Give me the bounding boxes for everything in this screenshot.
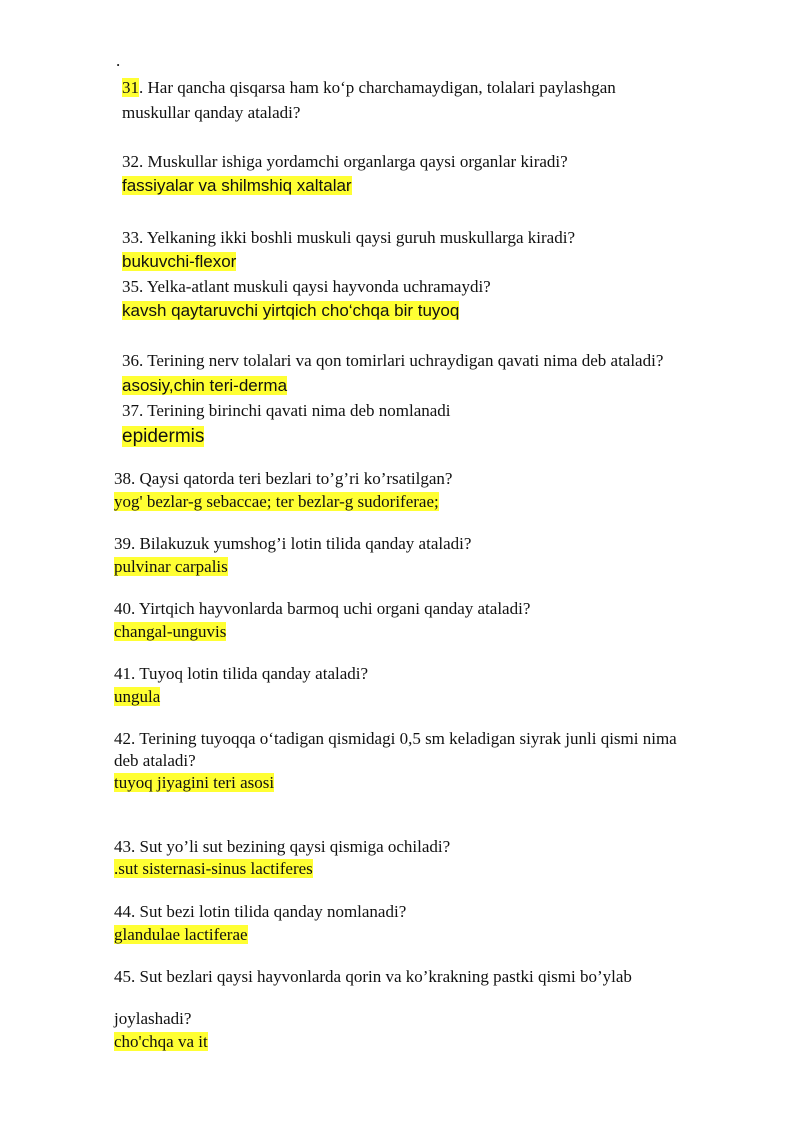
answer-43: .sut sisternasi-sinus lactiferes	[114, 859, 313, 878]
answer-38: yog' bezlar-g sebaccae; ter bezlar-g sudoriferae;	[114, 492, 439, 511]
question-33: 33. Yelkaning ikki boshli muskuli qaysi guruh muskullarga kiradi?	[122, 228, 575, 247]
question-31-text: . Har qancha qisqarsa ham ko‘p charchamaydigan, tolalari paylashgan	[139, 78, 616, 97]
question-45-line-1: 45. Sut bezlari qaysi hayvonlarda qorin va ko’krakning pastki qismi bo’ylab	[114, 967, 632, 986]
question-31-line-2: muskullar qanday ataladi?	[122, 103, 301, 122]
question-32: 32. Muskullar ishiga yordamchi organlarga qaysi organlar kiradi?	[122, 152, 568, 171]
answer-35: kavsh qaytaruvchi yirtqich cho‘chqa bir tuyoq	[122, 301, 460, 320]
answer-44: glandulae lactiferae	[114, 925, 248, 944]
answer-33: bukuvchi-flexor	[122, 252, 237, 271]
question-36: 36. Terining nerv tolalari va qon tomirlari uchraydigan qavati nima deb ataladi?	[122, 351, 664, 370]
answer-45: cho'chqa va it	[114, 1032, 208, 1051]
answer-42: tuyoq jiyagini teri asosi	[114, 773, 275, 792]
question-31-number: 31	[122, 78, 139, 97]
question-37: 37. Terining birinchi qavati nima deb nomlanadi	[122, 401, 451, 420]
question-39: 39. Bilakuzuk yumshog’i lotin tilida qanday ataladi?	[114, 534, 472, 553]
question-44: 44. Sut bezi lotin tilida qanday nomlanadi?	[114, 902, 407, 921]
question-41: 41. Tuyoq lotin tilida qanday ataladi?	[114, 664, 369, 683]
question-38: 38. Qaysi qatorda teri bezlari to’g’ri ko’rsatilgan?	[114, 469, 453, 488]
answer-36: asosiy,chin teri-derma	[122, 376, 288, 395]
page-mark: .	[116, 51, 121, 70]
answer-37: epidermis	[122, 426, 205, 447]
answer-32: fassiyalar va shilmshiq xaltalar	[122, 176, 352, 195]
question-31-line-1	[122, 77, 616, 99]
question-40: 40. Yirtqich hayvonlarda barmoq uchi organi qanday ataladi?	[114, 599, 531, 618]
question-42-line-1: 42. Terining tuyoqqa o‘tadigan qismidagi 0,5 sm keladigan siyrak junli qismi nima	[114, 729, 677, 748]
question-35: 35. Yelka-atlant muskuli qaysi hayvonda uchramaydi?	[122, 277, 491, 296]
answer-41: ungula	[114, 687, 161, 706]
answer-40: changal-unguvis	[114, 622, 227, 641]
question-45-line-2: joylashadi?	[114, 1009, 192, 1028]
question-43: 43. Sut yo’li sut bezining qaysi qismiga ochiladi?	[114, 837, 451, 856]
question-42-line-2: deb ataladi?	[114, 751, 196, 770]
answer-39: pulvinar carpalis	[114, 557, 228, 576]
